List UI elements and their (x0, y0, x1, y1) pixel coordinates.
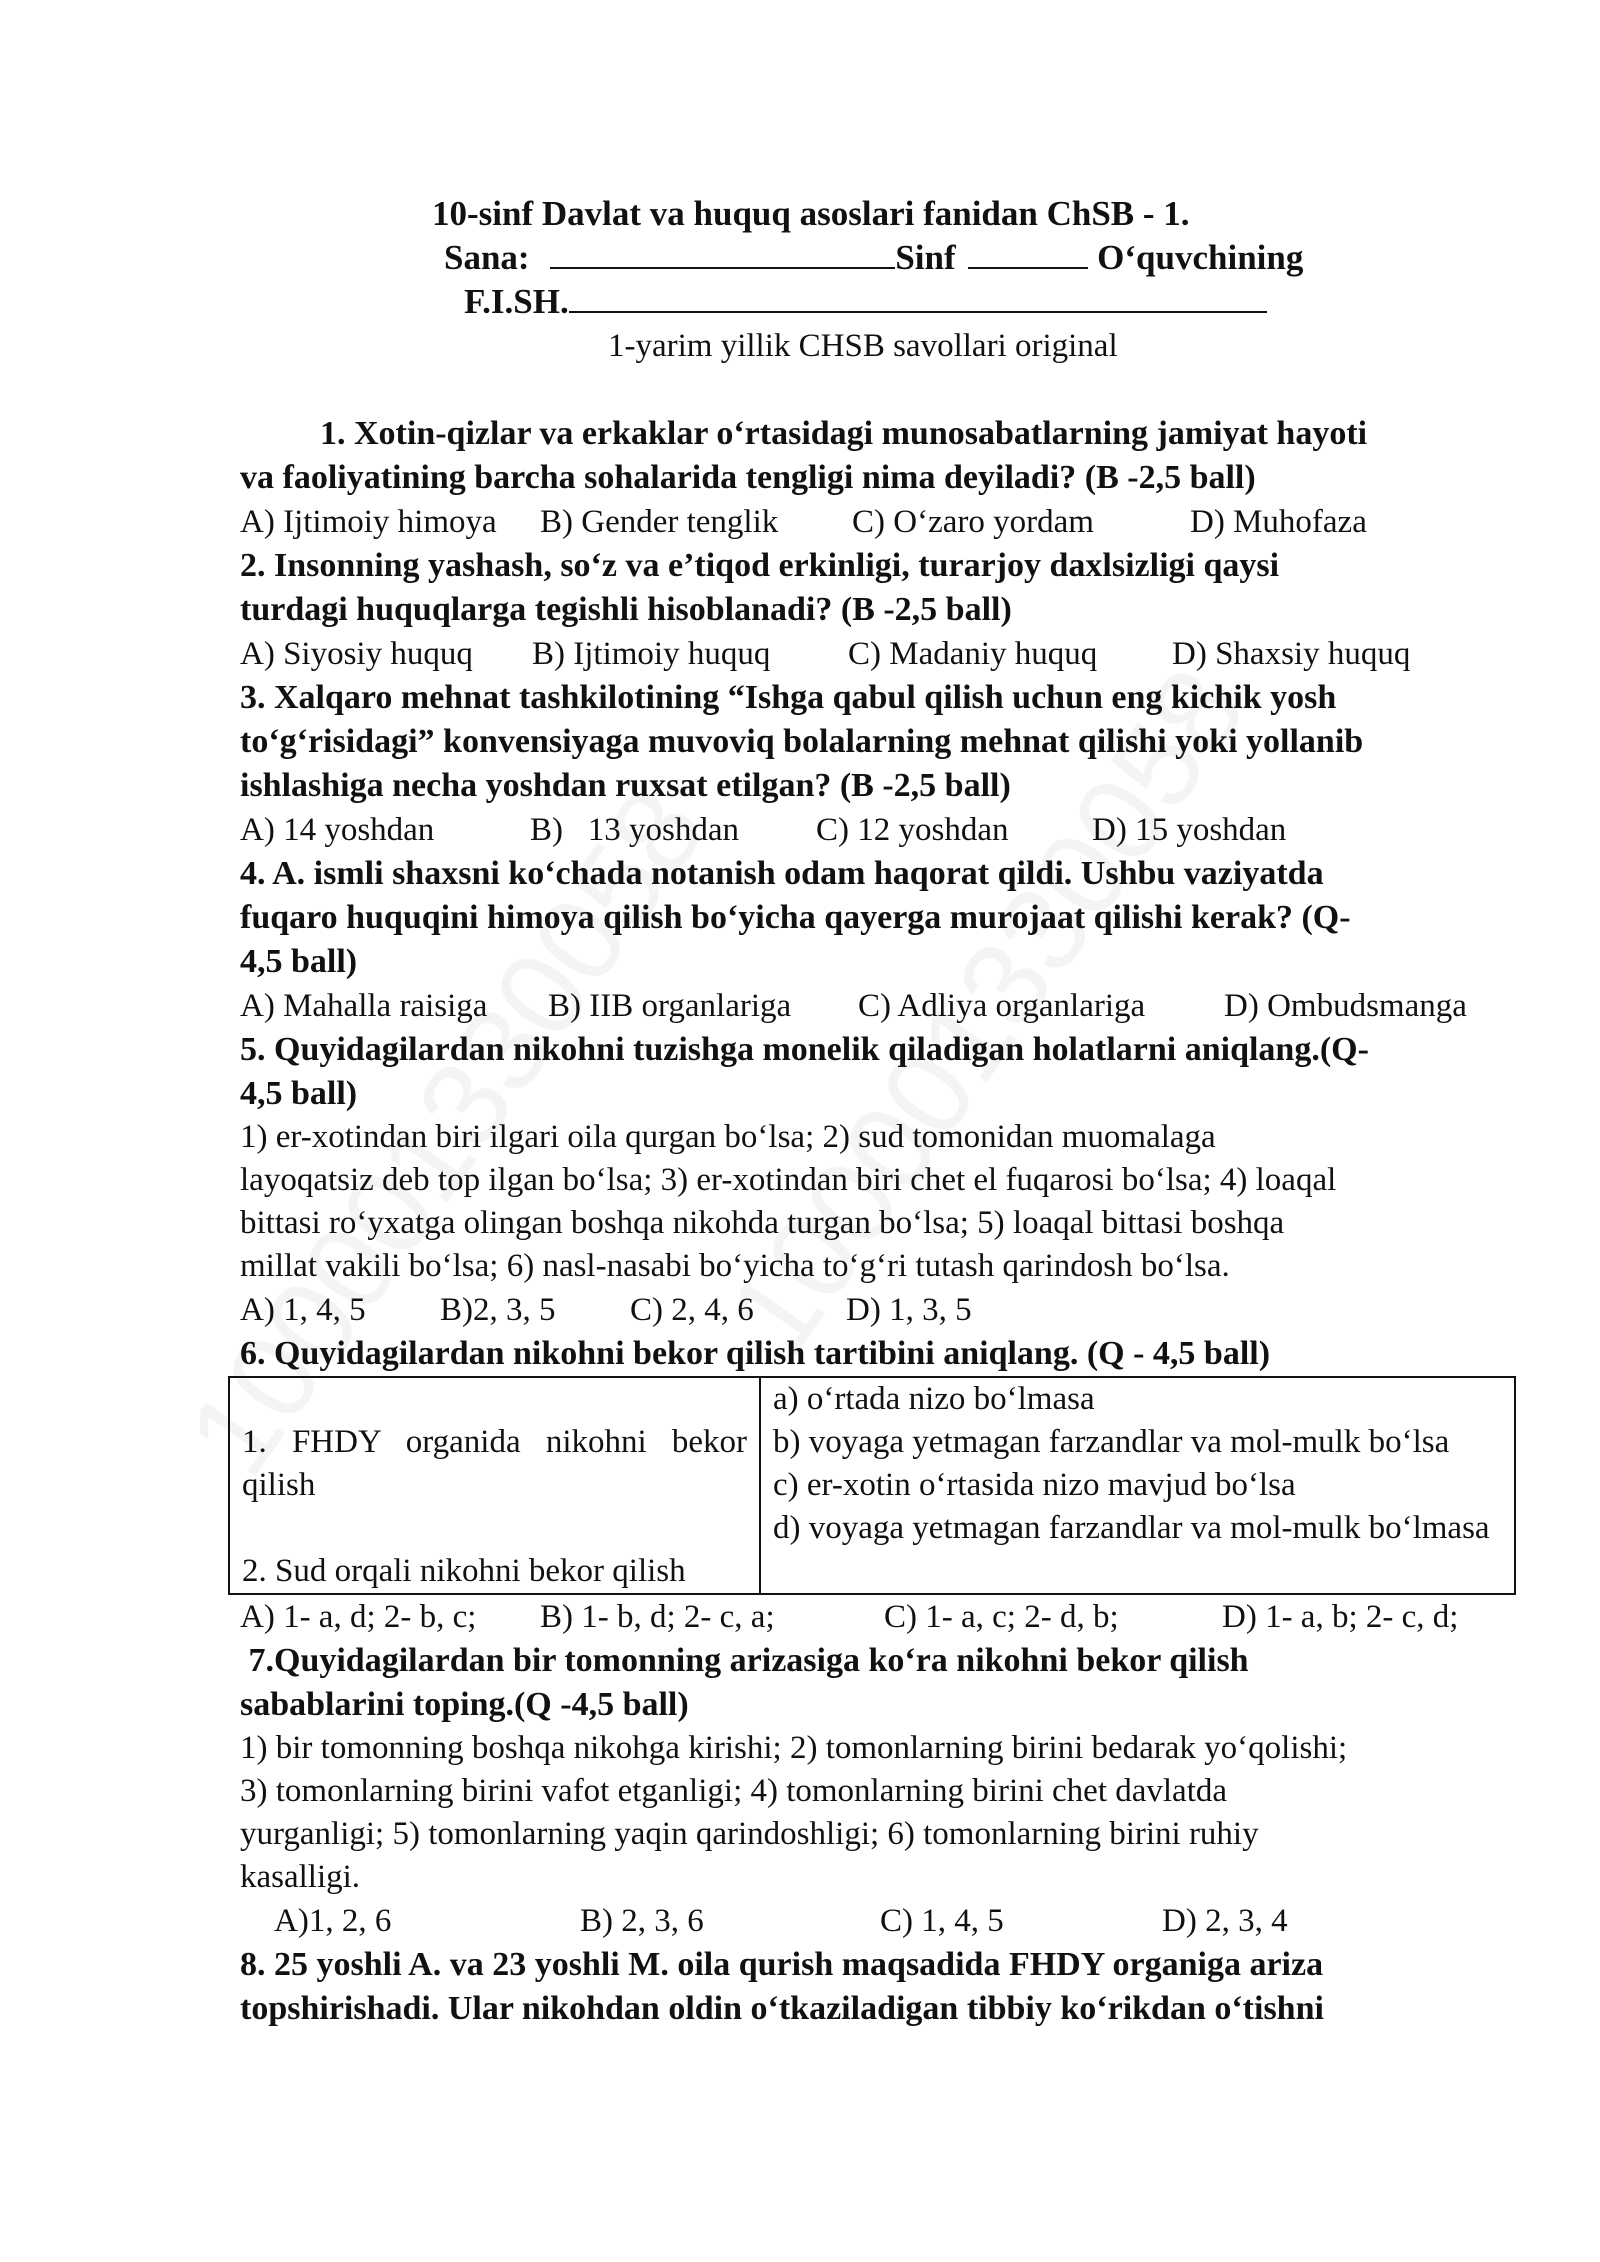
document-page (240, 192, 1514, 2031)
question-5-statement: bittasi ro‘yxatga olingan boshqa nikohda turgan bo‘lsa; 5) loaqal bittasi boshqa (240, 1205, 1285, 1241)
question-5-statement: layoqatsiz deb top ilgan bo‘lsa; 3) er-xotindan biri chet el fuqarosi bo‘lsa; 4) loaqal (240, 1162, 1337, 1198)
option-b[interactable]: B)2, 3, 5 (440, 1292, 556, 1328)
option-d[interactable]: D) 2, 3, 4 (1162, 1903, 1288, 1939)
option-c[interactable]: C) 12 yoshdan (816, 812, 1009, 848)
option-a[interactable]: A) 1, 4, 5 (240, 1292, 366, 1328)
right-item-b: b) voyaga yetmagan farzandlar va mol-mulk bo‘lsa (773, 1424, 1450, 1460)
question-7-line-1: 7.Quyidagilardan bir tomonning arizasiga ko‘ra nikohni bekor qilish (240, 1642, 1249, 1679)
option-b[interactable]: B) 1- b, d; 2- c, a; (540, 1599, 775, 1635)
option-b[interactable]: B) Gender tenglik (540, 504, 779, 540)
question-7-statement: 3) tomonlarning birini vafot etganligi; 4) tomonlarning birini chet davlatda (240, 1773, 1228, 1809)
option-d[interactable]: D) Shaxsiy huquq (1172, 636, 1411, 672)
right-item-d: d) voyaga yetmagan farzandlar va mol-mulk bo‘lmasa (773, 1510, 1490, 1546)
option-a[interactable]: A) Ijtimoiy himoya (240, 504, 497, 540)
date-class-line (240, 236, 1514, 280)
option-b[interactable]: B) 2, 3, 6 (580, 1903, 704, 1939)
document-title: 10-sinf Davlat va huquq asoslari fanidan ChSB - 1. (432, 194, 1190, 233)
question-7-options (240, 1899, 1514, 1943)
option-b[interactable]: B) 13 yoshdan (530, 812, 739, 848)
option-c[interactable]: C) Madaniy huquq (848, 636, 1098, 672)
question-5-line-2: 4,5 ball) (240, 1075, 358, 1112)
question-5-line-1: 5. Quyidagilardan nikohni tuzishga monelik qiladigan holatlarni aniqlang.(Q- (240, 1031, 1369, 1068)
right-item-a: a) o‘rtada nizo bo‘lmasa (773, 1381, 1095, 1417)
question-4-line-3: 4,5 ball) (240, 943, 358, 980)
question-5-statement: 1) er-xotindan biri ilgari oila qurgan bo‘lsa; 2) sud tomonidan muomalaga (240, 1119, 1216, 1155)
question-5-statement: millat vakili bo‘lsa; 6) nasl-nasabi bo‘yicha to‘g‘ri tutash qarindosh bo‘lsa. (240, 1248, 1230, 1284)
question-3-options (240, 808, 1514, 852)
option-a[interactable]: A) 14 yoshdan (240, 812, 435, 848)
option-a[interactable]: A) Mahalla raisiga (240, 988, 488, 1024)
question-3-line-2: to‘g‘risidagi” konvensiyaga muvoviq bolalarning mehnat qilishi yoki yollanib (240, 723, 1364, 760)
date-label: Sana: (444, 238, 530, 277)
option-c[interactable]: C) Adliya organlariga (858, 988, 1146, 1024)
right-item-c: c) er-xotin o‘rtasida nizo mavjud bo‘lsa (773, 1467, 1296, 1503)
question-7-statement: 1) bir tomonning boshqa nikohga kirishi; 2) tomonlarning birini bedarak yo‘qolishi; (240, 1730, 1348, 1766)
question-4-line-2: fuqaro huquqini himoya qilish bo‘yicha qayerga murojaat qilishi kerak? (Q- (240, 899, 1351, 936)
option-d[interactable]: D) 1- a, b; 2- c, d; (1222, 1599, 1459, 1635)
question-2-line-1: 2. Insonning yashash, so‘z va e’tiqod erkinligi, turarjoy daxlsizligi qaysi (240, 547, 1280, 584)
class-label: Sinf (895, 238, 956, 277)
table-left-column (229, 1377, 760, 1594)
question-7-statement: yurganligi; 5) tomonlarning yaqin qarindoshligi; 6) tomonlarning birini ruhiy (240, 1816, 1259, 1852)
name-line (240, 280, 1514, 324)
option-b[interactable]: B) IIB organlariga (548, 988, 792, 1024)
question-7-line-2: sabablarini toping.(Q -4,5 ball) (240, 1686, 689, 1723)
question-2-line-2: turdagi huquqlarga tegishli hisoblanadi? (B -2,5 ball) (240, 591, 1012, 628)
question-1-line-2: va faoliyatining barcha sohalarida tengligi nima deyiladi? (B -2,5 ball) (240, 459, 1256, 496)
student-label: O‘quvchining (1097, 238, 1304, 277)
option-c[interactable]: C) O‘zaro yordam (852, 504, 1094, 540)
option-d[interactable]: D) 1, 3, 5 (846, 1292, 972, 1328)
option-c[interactable]: C) 1, 4, 5 (880, 1903, 1004, 1939)
question-3-line-1: 3. Xalqaro mehnat tashkilotining “Ishga qabul qilish uchun eng kichik yosh (240, 679, 1337, 716)
name-label: F.I.SH. (464, 282, 569, 321)
table-right-column (760, 1377, 1515, 1594)
option-c[interactable]: C) 1- a, c; 2- d, b; (884, 1599, 1119, 1635)
subtitle: 1-yarim yillik CHSB savollari original (608, 328, 1118, 364)
question-6-line-1: 6. Quyidagilardan nikohni bekor qilish tartibini aniqlang. (Q - 4,5 ball) (240, 1335, 1271, 1372)
question-2-options (240, 632, 1514, 676)
option-d[interactable]: D) Muhofaza (1190, 504, 1367, 540)
question-5-options (240, 1288, 1514, 1332)
name-blank[interactable] (569, 281, 1267, 313)
question-8-line-2: topshirishadi. Ular nikohdan oldin o‘tkaziladigan tibbiy ko‘rikdan o‘tishni (240, 1990, 1324, 2027)
class-blank[interactable] (968, 237, 1088, 269)
left-item-1: 1. FHDY organida nikohni bekor qilish (242, 1424, 747, 1503)
option-a[interactable]: A) 1- a, d; 2- b, c; (240, 1599, 477, 1635)
option-a[interactable]: A) Siyosiy huquq (240, 636, 473, 672)
option-c[interactable]: C) 2, 4, 6 (630, 1292, 754, 1328)
left-item-2: 2. Sud orqali nikohni bekor qilish (242, 1553, 686, 1589)
question-4-options (240, 984, 1514, 1028)
question-6-options (240, 1595, 1514, 1639)
question-8-line-1: 8. 25 yoshli A. va 23 yoshli M. oila qurish maqsadida FHDY organiga ariza (240, 1946, 1324, 1983)
option-a[interactable]: A)1, 2, 6 (274, 1903, 392, 1939)
matching-table (228, 1376, 1516, 1595)
question-1-line-1: 1. Xotin-qizlar va erkaklar o‘rtasidagi munosabatlarning jamiyat hayoti (320, 415, 1368, 452)
question-1-options (240, 500, 1514, 544)
question-3-line-3: ishlashiga necha yoshdan ruxsat etilgan? (B -2,5 ball) (240, 767, 1011, 804)
date-blank[interactable] (550, 237, 895, 269)
option-d[interactable]: D) Ombudsmanga (1224, 988, 1467, 1024)
question-4-line-1: 4. A. ismli shaxsni ko‘chada notanish odam haqorat qildi. Ushbu vaziyatda (240, 855, 1324, 892)
option-b[interactable]: B) Ijtimoiy huquq (532, 636, 771, 672)
option-d[interactable]: D) 15 yoshdan (1092, 812, 1287, 848)
question-7-statement: kasalligi. (240, 1859, 361, 1895)
